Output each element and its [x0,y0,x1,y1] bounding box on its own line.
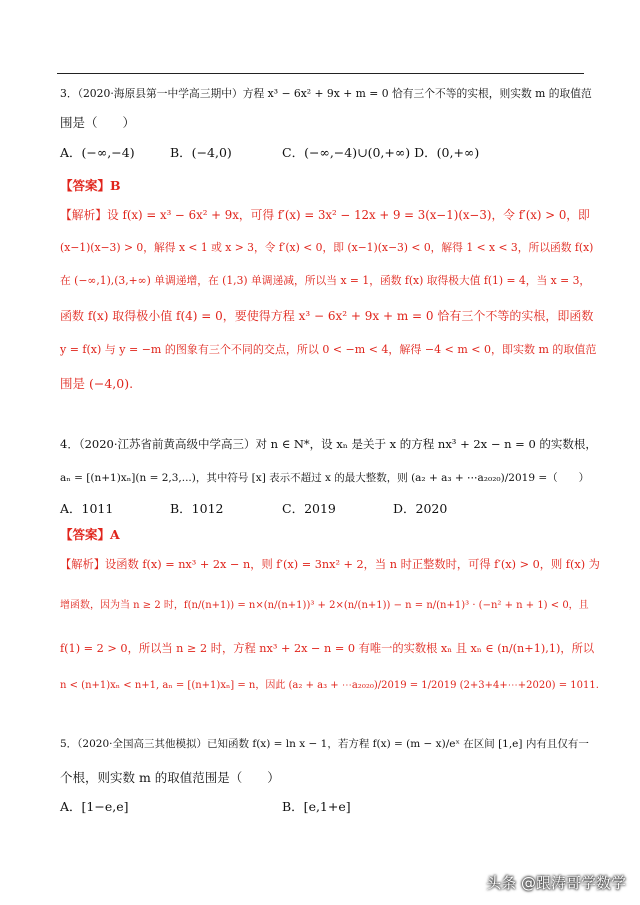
q4-explanation-line3: f(1) = 2 > 0，所以当 n ≥ 2 时，方程 nx³ + 2x − n = 0 有唯一的实数根 xₙ 且 xₙ ∈ (n/(n+1),1)，所以 [60,642,595,655]
q3-explanation-line6: 围是 (−4,0). [60,376,134,391]
q4-option-c: C．2019 [282,501,336,516]
q3-explanation-line4: 函数 f(x) 取得极小值 f(4) = 0，要使得方程 x³ − 6x² + 9x + m = 0 恰有三个不等的实根，即函数 [60,309,594,323]
q5-option-a: A．[1−e,e] [60,799,129,814]
q3-option-a: A．(−∞,−4) [60,145,135,160]
q3-explanation-line1: 【解析】设 f(x) = x³ − 6x² + 9x，可得 f′(x) = 3x² − 12x + 9 = 3(x−1)(x−3)，令 f′(x) > 0，即 [60,208,590,222]
q4-stem-line2: aₙ = [(n+1)xₙ](n = 2,3,...)，其中符号 [x] 表示不超过 x 的最大整数，则 (a₂ + a₃ + ⋯a₂₀₂₀)/2019 =（ ） [60,472,590,484]
q4-answer: 【答案】A [60,527,120,542]
q3-stem-line1: 3．（2020·海原县第一中学高三期中）方程 x³ − 6x² + 9x + m = 0 恰有三个不等的实根，则实数 m 的取值范 [60,87,592,100]
q4-explanation-line4: n < (n+1)xₙ < n+1, aₙ = [(n+1)xₙ] = n，因此 (a₂ + a₃ + ⋯a₂₀₂₀)/2019 = 1/2019 (2+3+4+⋯+2020) = 1011. [60,680,599,691]
q4-option-b: B．1012 [170,501,224,516]
q3-option-c-d: C．(−∞,−4)∪(0,+∞) D．(0,+∞) [282,145,480,160]
q3-option-b: B．(−4,0) [170,145,232,160]
q3-explanation-line2: (x−1)(x−3) > 0，解得 x < 1 或 x > 3，令 f′(x) < 0，即 (x−1)(x−3) < 0，解得 1 < x < 3，所以函数 f(x) [60,241,594,254]
q3-stem-line2: 围是（ ） [60,115,136,130]
q5-stem-line2: 个根，则实数 m 的取值范围是（ ） [60,770,280,785]
q4-explanation-line2: 增函数，因为当 n ≥ 2 时，f(n/(n+1)) = n×(n/(n+1))³ + 2×(n/(n+1)) − n = n/(n+1)³ · (−n² + n + 1) < 0，且 [60,600,589,611]
watermark: 头条 @跟涛哥学数学 [486,874,626,892]
q3-explanation-line5: y = f(x) 与 y = −m 的图象有三个不同的交点，所以 0 < −m < 4，解得 −4 < m < 0，即实数 m 的取值范 [60,343,597,356]
q3-explanation-line3: 在 (−∞,1),(3,+∞) 单调递增，在 (1,3) 单调递减，所以当 x = 1，函数 f(x) 取得极大值 f(1) = 4，当 x = 3， [60,274,591,287]
top-rule [57,73,584,74]
q3-answer: 【答案】B [60,178,121,193]
q4-stem-line1: 4．（2020·江苏省前黄高级中学高三）对 n ∈ N*，设 xₙ 是关于 x 的方程 nx³ + 2x − n = 0 的实数根， [60,437,597,451]
q4-option-d: D．2020 [393,501,448,516]
q4-option-a: A．1011 [60,501,114,516]
q5-option-b: B．[e,1+e] [282,799,351,814]
q5-stem-line1: 5．（2020·全国高三其他模拟）已知函数 f(x) = ln x − 1，若方程 f(x) = (m − x)/eˣ 在区间 [1,e] 内有且仅有一 [60,738,589,750]
q4-explanation-line1: 【解析】设函数 f(x) = nx³ + 2x − n，则 f′(x) = 3nx² + 2，当 n 时正整数时，可得 f′(x) > 0，则 f(x) 为 [60,558,600,571]
